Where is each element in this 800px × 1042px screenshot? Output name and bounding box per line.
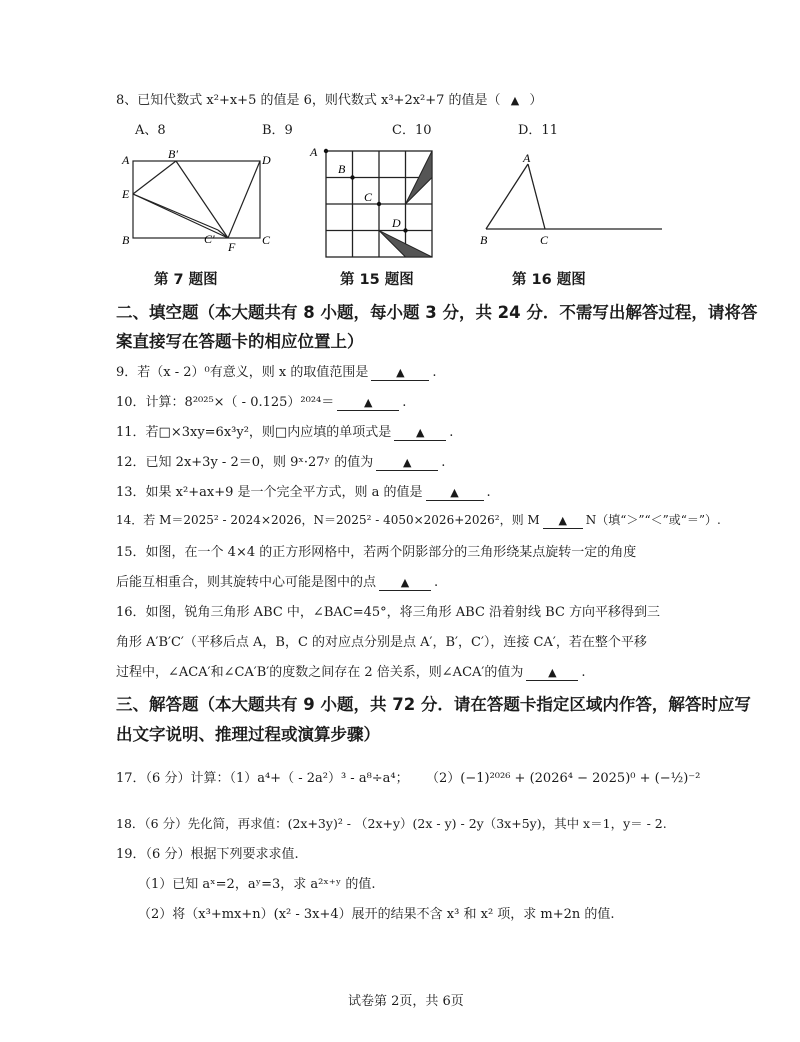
q9-answer-mark: ▲ bbox=[396, 366, 405, 379]
section3-title-line2: 出文字说明、推理过程或演算步骤） bbox=[116, 725, 380, 744]
q8-stem-text: 8、已知代数式 x²+x+5 的值是 6，则代数式 x³+2x²+7 的值是（ bbox=[116, 93, 501, 108]
q11 bbox=[116, 421, 453, 441]
q12-answer-mark: ▲ bbox=[402, 456, 412, 469]
fig7-label-d: D bbox=[262, 153, 271, 167]
q18: 18．（6 分）先化简，再求值：(2x+3y)² - （2x+y）(2x - y) - 2y（3x+5y)，其中 x＝1，y＝ - 2. bbox=[116, 816, 667, 831]
figure-16 bbox=[478, 148, 668, 250]
fig15-label-d: D bbox=[392, 216, 401, 230]
q16-line1: 16．如图，锐角三角形 ABC 中，∠BAC=45°，将三角形 ABC 沿着射线 BC 方向平移得到三 bbox=[116, 605, 661, 620]
q15-post: . bbox=[434, 575, 439, 590]
q16-line2: 角形 A′B′C′（平移后点 A，B，C 的对应点分别是点 A′，B′，C′），连接 CA′，若在整个平移 bbox=[116, 635, 647, 650]
figure-7 bbox=[118, 145, 278, 255]
fig7-label-b: B bbox=[122, 233, 130, 247]
q8-answer-mark: ▲ bbox=[510, 94, 520, 107]
q12-post: . bbox=[441, 455, 446, 470]
fig7-caption: 第 7 题图 bbox=[154, 272, 218, 288]
q16-line3 bbox=[116, 661, 586, 681]
q16-answer-mark: ▲ bbox=[548, 666, 557, 679]
q15-line1: 15．如图，在一个 4×4 的正方形网格中，若两个阴影部分的三角形绕某点旋转一定的角度 bbox=[116, 545, 637, 560]
fig7-label-e: E bbox=[122, 187, 130, 201]
fig7-label-c-prime: C′ bbox=[204, 232, 215, 246]
q8-option-a: A、8 bbox=[135, 123, 166, 138]
q13-answer-mark: ▲ bbox=[450, 486, 459, 499]
section2-title-line1: 二、填空题（本大题共有 8 小题，每小题 3 分，共 24 分．不需写出解答过程，请将答 bbox=[116, 303, 758, 322]
q9-text: 9．若（x - 2）⁰有意义，则 x 的取值范围是 bbox=[116, 365, 369, 380]
fig16-label-b: B bbox=[480, 233, 488, 247]
q12 bbox=[116, 451, 445, 471]
q11-post: . bbox=[449, 425, 454, 440]
q11-answer-mark: ▲ bbox=[415, 426, 425, 439]
q9-post: . bbox=[432, 365, 437, 380]
fig7-label-c: C bbox=[262, 233, 271, 247]
q13-text: 13．如果 x²+ax+9 是一个完全平方式，则 a 的值是 bbox=[116, 485, 423, 500]
q8-option-d: D．11 bbox=[518, 123, 558, 138]
q14-post: N（填“＞”“＜”或“＝”）. bbox=[585, 513, 721, 527]
section3-title-line1: 三、解答题（本大题共有 9 小题，共 72 分．请在答题卡指定区域内作答，解答时应写 bbox=[116, 695, 751, 714]
fig16-caption: 第 16 题图 bbox=[512, 272, 586, 288]
fig7-label-a: A bbox=[122, 153, 130, 167]
q16-post: . bbox=[581, 665, 586, 680]
q19-part2: （2）将（x³+mx+n）(x² - 3x+4）展开的结果不含 x³ 和 x² 项，求 m+2n 的值. bbox=[138, 907, 615, 922]
fig15-label-a: A bbox=[310, 145, 318, 159]
q16-text: 过程中，∠ACA′和∠CA′B′的度数之间存在 2 倍关系，则∠ACA′的值为 bbox=[116, 665, 524, 680]
fig16-label-a: A bbox=[523, 151, 531, 165]
q14-text: 14．若 M＝2025² - 2024×2026，N＝2025² - 4050×2026+2026²，则 M bbox=[116, 513, 540, 527]
q11-text: 11．若□×3xy=6x³y²，则□内应填的单项式是 bbox=[116, 425, 392, 440]
q14-answer-mark: ▲ bbox=[558, 514, 567, 527]
fig15-label-b: B bbox=[338, 162, 346, 176]
figure-15 bbox=[308, 145, 438, 260]
q9 bbox=[116, 361, 436, 381]
q13-post: . bbox=[486, 485, 491, 500]
q15-answer-mark: ▲ bbox=[400, 576, 410, 589]
q10 bbox=[116, 391, 406, 411]
q10-answer-mark: ▲ bbox=[364, 396, 373, 409]
q10-post: . bbox=[402, 395, 407, 410]
q15-text: 后能互相重合，则其旋转中心可能是图中的点 bbox=[116, 575, 377, 590]
q10-text: 10．计算：8²⁰²⁵×（ - 0.125）²⁰²⁴＝ bbox=[116, 395, 335, 410]
page-footer: 试卷第 2页，共 6页 bbox=[348, 994, 464, 1009]
q17-part1: 17．（6 分）计算：（1）a⁴+（ - 2a²）³ - a⁸÷a⁴； bbox=[116, 771, 409, 786]
q13 bbox=[116, 481, 491, 501]
q12-text: 12．已知 2x+3y - 2＝0，则 9ˣ·27ʸ 的值为 bbox=[116, 455, 374, 470]
q14 bbox=[116, 511, 721, 529]
fig7-label-b-prime: B′ bbox=[168, 147, 178, 161]
q8-stem bbox=[116, 89, 542, 108]
fig16-label-c: C bbox=[540, 233, 549, 247]
fig15-label-c: C bbox=[364, 190, 373, 204]
fig7-label-f: F bbox=[228, 240, 236, 254]
q17-part2: （2）(−1)²⁰²⁶ + (2026⁴ − 2025)⁰ + (−½)⁻² bbox=[426, 771, 701, 786]
q19-part1: （1）已知 aˣ=2，aʸ=3，求 a²ˣ⁺ʸ 的值. bbox=[138, 877, 376, 892]
q8-option-b: B．9 bbox=[262, 123, 293, 138]
q15-line2 bbox=[116, 571, 438, 591]
q8-option-c: C．10 bbox=[392, 123, 432, 138]
q8-close: ） bbox=[529, 93, 543, 108]
q19-stem: 19．（6 分）根据下列要求求值. bbox=[116, 847, 299, 862]
section2-title-line2: 案直接写在答题卡的相应位置上） bbox=[116, 332, 364, 351]
fig15-caption: 第 15 题图 bbox=[340, 272, 414, 288]
